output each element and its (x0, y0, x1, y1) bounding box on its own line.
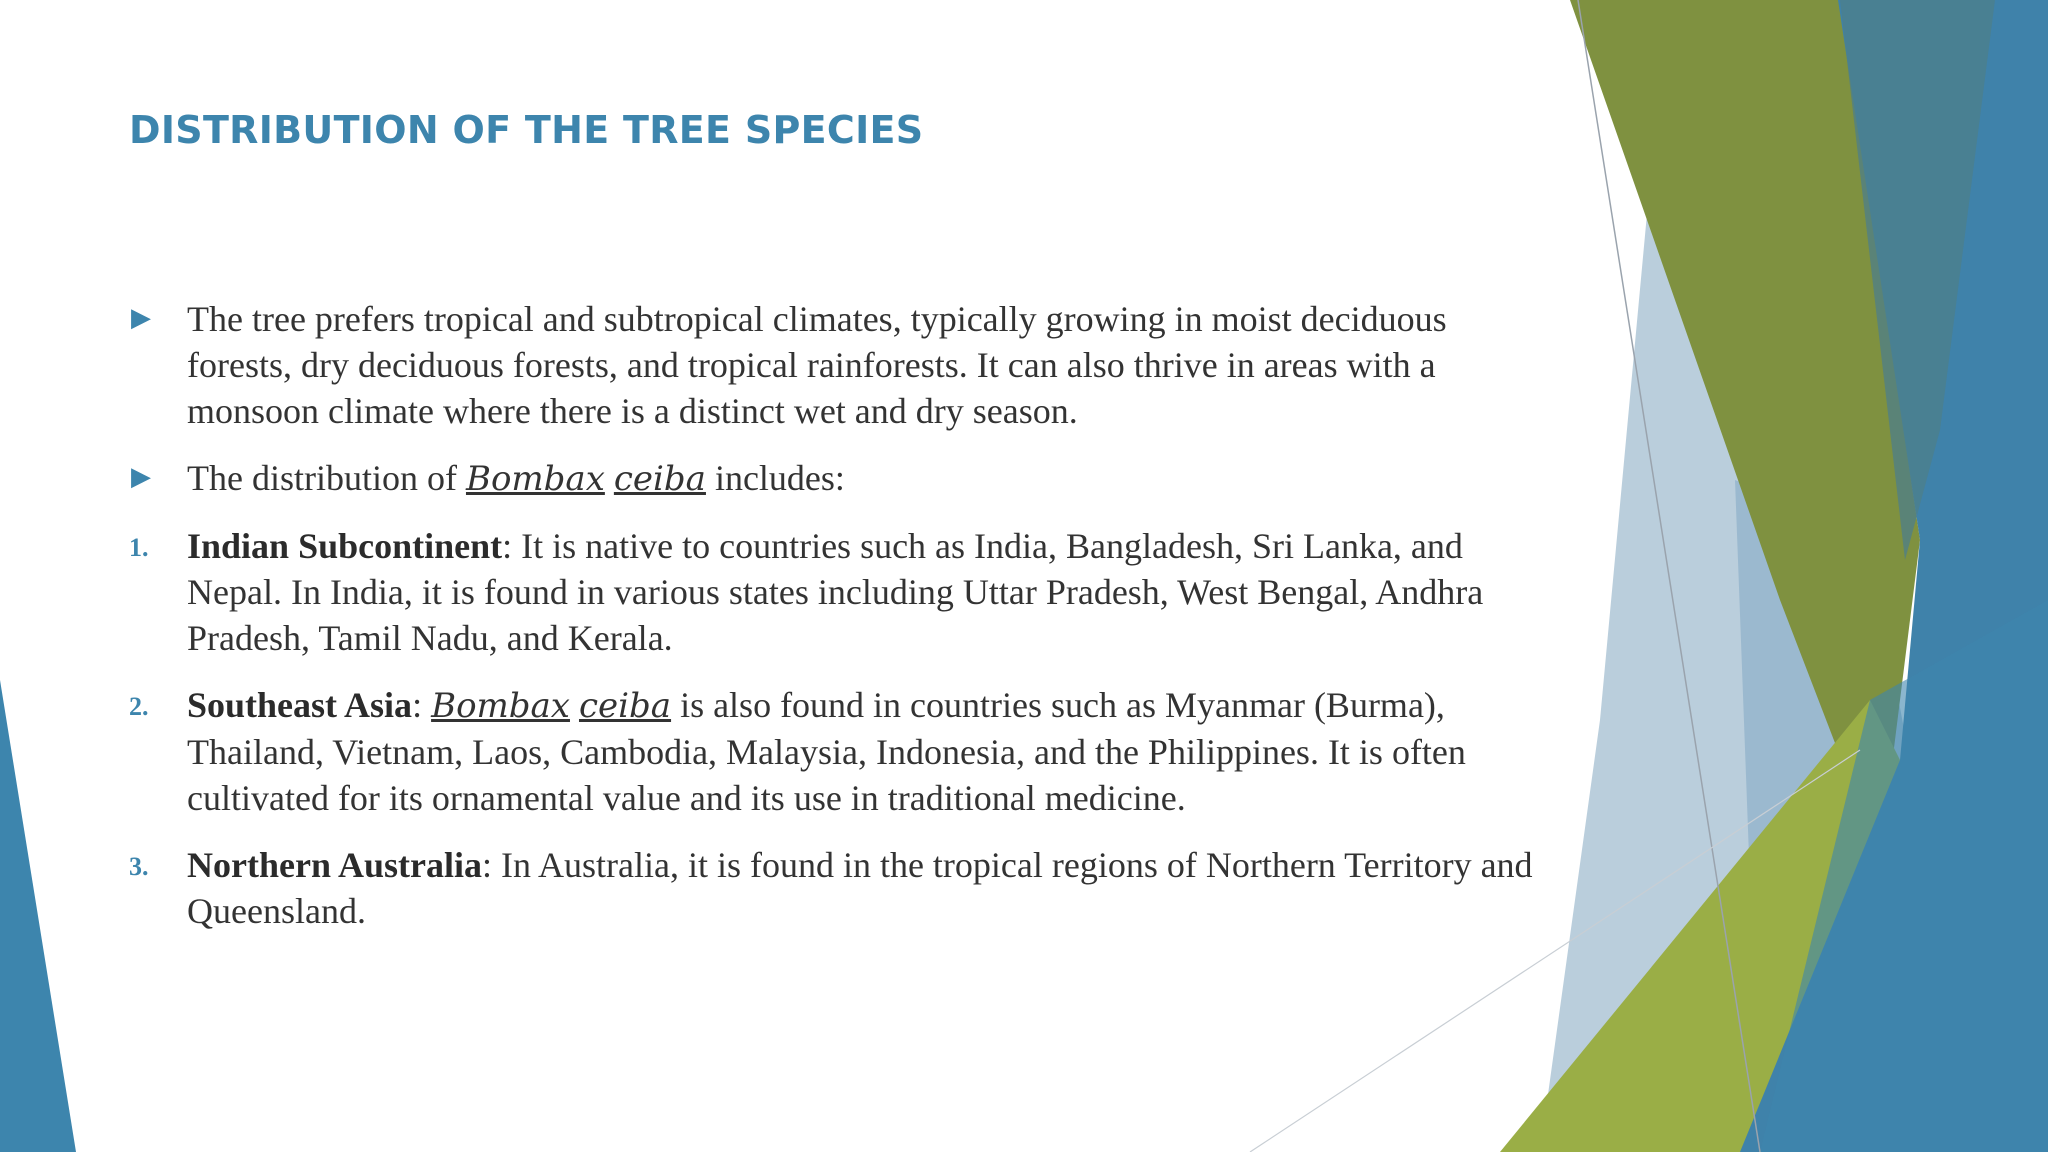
item-number: 3. (129, 852, 149, 881)
item-number: 1. (129, 533, 149, 562)
item-heading: Northern Australia (187, 845, 482, 885)
triangle-bullet-icon: ▶ (131, 461, 151, 491)
bullet-item (129, 296, 1559, 434)
bullet-text: The tree prefers tropical and subtropical climates, typically growing in moist deciduous forests, dry deciduous forests, and tropical rainforests. It can also thrive in areas with a monsoon climate where there is a distinct wet and dry season. (187, 299, 1447, 431)
slide-title: DISTRIBUTION OF THE TREE SPECIES (129, 108, 924, 152)
triangle-bullet-icon: ▶ (131, 302, 151, 332)
numbered-item (129, 523, 1559, 661)
genus-name: Bombax (465, 459, 605, 499)
item-number: 2. (129, 692, 149, 721)
bullet-prefix: The distribution of (187, 458, 466, 498)
bullet-item (129, 455, 1559, 502)
bullet-suffix: includes: (705, 458, 845, 498)
item-colon: : (412, 685, 432, 725)
item-text: : In Australia, it is found in the tropical regions of Northern Territory and Queensland. (187, 845, 1533, 931)
genus-name: Bombax (431, 686, 570, 726)
numbered-item (129, 842, 1559, 934)
item-text: is also found in countries such as Myanmar (Burma), Thailand, Vietnam, Laos, Cambodia, Malaysia, Indonesia, and the Philippines. It is often cultivated for its ornamental value and its use in traditional medicine. (187, 685, 1466, 818)
left-teal-shape (0, 680, 76, 1152)
species-name: ceiba (578, 686, 672, 726)
species-name: ceiba (613, 459, 706, 499)
content-list (129, 296, 1559, 955)
item-heading: Southeast Asia (187, 685, 413, 725)
item-heading: Indian Subcontinent (187, 526, 503, 566)
numbered-item (129, 682, 1559, 821)
item-text: : It is native to countries such as India, Bangladesh, Sri Lanka, and Nepal. In India, it is found in various states including Uttar Pradesh, West Bengal, Andhra Pradesh, Tamil Nadu, and Kerala. (187, 526, 1484, 658)
